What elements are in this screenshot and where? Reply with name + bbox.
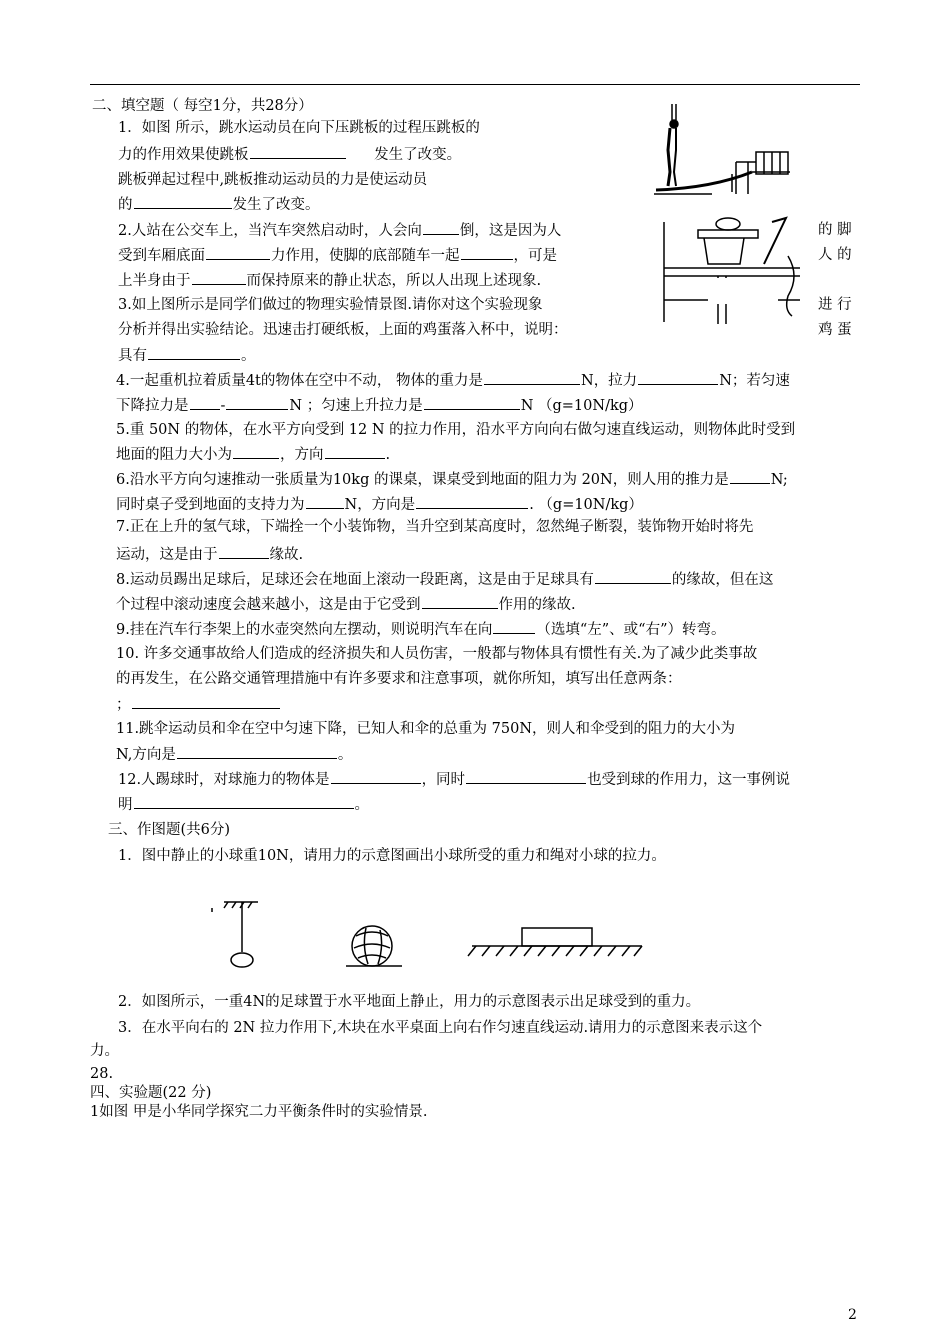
blank[interactable] xyxy=(638,370,718,385)
q6-line2: 同时桌子受到地面的支持力为 N，方向是 . （g=10N/kg） xyxy=(116,494,643,515)
blank[interactable] xyxy=(306,494,344,509)
q11-line2: N,方向是 。 xyxy=(116,744,352,765)
top-rule xyxy=(90,84,860,85)
blank[interactable] xyxy=(250,144,346,159)
page-number: 2 xyxy=(848,1307,857,1323)
blank[interactable] xyxy=(132,694,280,709)
q10-line2: 的再发生，在公路交通管理措施中有许多要求和注意事项，就你所知，填写出任意两条： xyxy=(116,671,682,687)
q1-line4: 的 发生了改变。 xyxy=(118,194,320,215)
q7-line1: 7.正在上升的氢气球，下端拴一个小装饰物，当升空到某高度时，忽然绳子断裂，装饰物开始时将先 xyxy=(116,519,754,535)
blank[interactable] xyxy=(206,245,270,260)
blank[interactable] xyxy=(192,270,246,285)
q10-line3: ； xyxy=(116,694,281,715)
q7-line2: 运动，这是由于 缘故. xyxy=(116,544,303,565)
blank[interactable] xyxy=(219,544,269,559)
blank[interactable] xyxy=(424,395,520,410)
blank[interactable] xyxy=(416,494,528,509)
blank[interactable] xyxy=(325,444,385,459)
q8-line2: 个过程中滚动速度会越来越小，这是由于它受到 作用的缘故. xyxy=(116,594,576,615)
q5-line1: 5.重 50N 的物体，在水平方向受到 12 N 的拉力作用，沿水平方向向右做匀速直线运动，则物体此时受到 xyxy=(116,422,796,438)
blank[interactable] xyxy=(423,220,459,235)
q1-line3: 跳板弹起过程中,跳板推动运动员的力是使运动员 xyxy=(118,172,428,188)
s3-q1: 1．图中静止的小球重10N，请用力的示意图画出小球所受的重力和绳对小球的拉力。 xyxy=(118,848,666,864)
s3-q3-line1: 3．在水平向右的 2N 拉力作用下,木块在水平桌面上向右作匀速直线运动.请用力的示意图来表示这个 xyxy=(118,1020,763,1036)
q9-line1: 9.挂在汽车行李架上的水壶突然向左摆动，则说明汽车在向 （选填“左”、或“右”）转弯。 xyxy=(116,619,726,640)
blank[interactable] xyxy=(484,370,580,385)
drawing-problem-figures xyxy=(206,898,656,968)
section4-heading: 四、实验题(22 分) xyxy=(90,1085,212,1101)
blank[interactable] xyxy=(730,469,770,484)
q3-line2-right: 鸡 蛋 xyxy=(818,322,852,338)
q2-line2-right: 人 的 xyxy=(818,247,852,263)
q4-line1: 4.一起重机拉着质量4t的物体在空中不动， 物体的重力是 N，拉力 N；若匀速 xyxy=(116,370,790,391)
q2-line1-right: 的 脚 xyxy=(818,222,852,238)
blank[interactable] xyxy=(422,594,498,609)
q6-line1: 6.沿水平方向匀速推动一张质量为10kg 的课桌，课桌受到地面的阻力为 20N，则人用的推力是 N; xyxy=(116,469,788,490)
blank[interactable] xyxy=(134,794,354,809)
blank[interactable] xyxy=(148,345,240,360)
blank[interactable] xyxy=(466,769,586,784)
blank[interactable] xyxy=(190,395,220,410)
q1-line1: 1．如图 所示，跳水运动员在向下压跳板的过程压跳板的 xyxy=(118,120,480,136)
q5-line2: 地面的阻力大小为 ，方向 . xyxy=(116,444,390,465)
diver-springboard-figure xyxy=(652,102,792,198)
q3-line1-right: 进 行 xyxy=(818,297,852,313)
q3-line3: 具有 。 xyxy=(118,345,256,366)
hanging-ball-figure xyxy=(212,902,258,967)
q8-line1: 8.运动员踢出足球后，足球还会在地面上滚动一段距离，这是由于足球具有 的缘故，但在这 xyxy=(116,569,773,590)
football-figure xyxy=(346,926,402,966)
blank[interactable] xyxy=(226,395,288,410)
q4-line2: 下降拉力是 - N ；匀速上升拉力是 N （g=10N/kg） xyxy=(116,395,643,416)
s3-q2: 2．如图所示，一重4N的足球置于水平地面上静止，用力的示意图表示出足球受到的重力。 xyxy=(118,994,701,1010)
q12-line2: 明 。 xyxy=(118,794,369,815)
s3-num: 28. xyxy=(90,1066,114,1082)
blank[interactable] xyxy=(233,444,279,459)
s4-q1: 1如图 甲是小华同学探究二力平衡条件时的实验情景. xyxy=(90,1104,428,1120)
q11-line1: 11.跳伞运动员和伞在空中匀速下降，已知人和伞的总重为 750N，则人和伞受到的阻力的大小为 xyxy=(116,721,736,737)
q2-line2: 受到车厢底面 力作用，使脚的底部随车一起 ，可是 xyxy=(118,245,557,266)
section2-heading: 二、填空题（ 每空1分，共28分） xyxy=(92,98,313,114)
blank[interactable] xyxy=(595,569,671,584)
blank[interactable] xyxy=(461,245,513,260)
q12-line1: 12.人踢球时，对球施力的物体是 ，同时 也受到球的作用力，这一事例说 xyxy=(118,769,790,790)
q2-line3: 上半身由于 而保持原来的静止状态，所以人出现上述现象. xyxy=(118,270,541,291)
q10-line1: 10. 许多交通事故给人们造成的经济损失和人员伤害，一般都与物体具有惯性有关.为了减少此类事故 xyxy=(116,646,758,662)
blank[interactable] xyxy=(134,194,232,209)
q2-line1: 2.人站在公交车上，当汽车突然启动时，人会向 倒，这是因为人 xyxy=(118,220,561,241)
block-on-surface-figure xyxy=(468,928,642,956)
section3-heading: 三、作图题(共6分) xyxy=(108,822,231,838)
q3-line2: 分析并得出实验结论。迅速击打硬纸板，上面的鸡蛋落入杯中，说明： xyxy=(118,322,568,338)
egg-cup-experiment-figure xyxy=(660,216,806,328)
s3-q3-line2: 力。 xyxy=(90,1043,119,1059)
blank[interactable] xyxy=(493,619,535,634)
blank[interactable] xyxy=(331,769,421,784)
q1-line2: 力的作用效果使跳板 发生了改变。 xyxy=(118,144,461,165)
q3-line1: 3.如上图所示是同学们做过的物理实验情景图.请你对这个实验现象 xyxy=(118,297,543,313)
blank[interactable] xyxy=(177,744,337,759)
